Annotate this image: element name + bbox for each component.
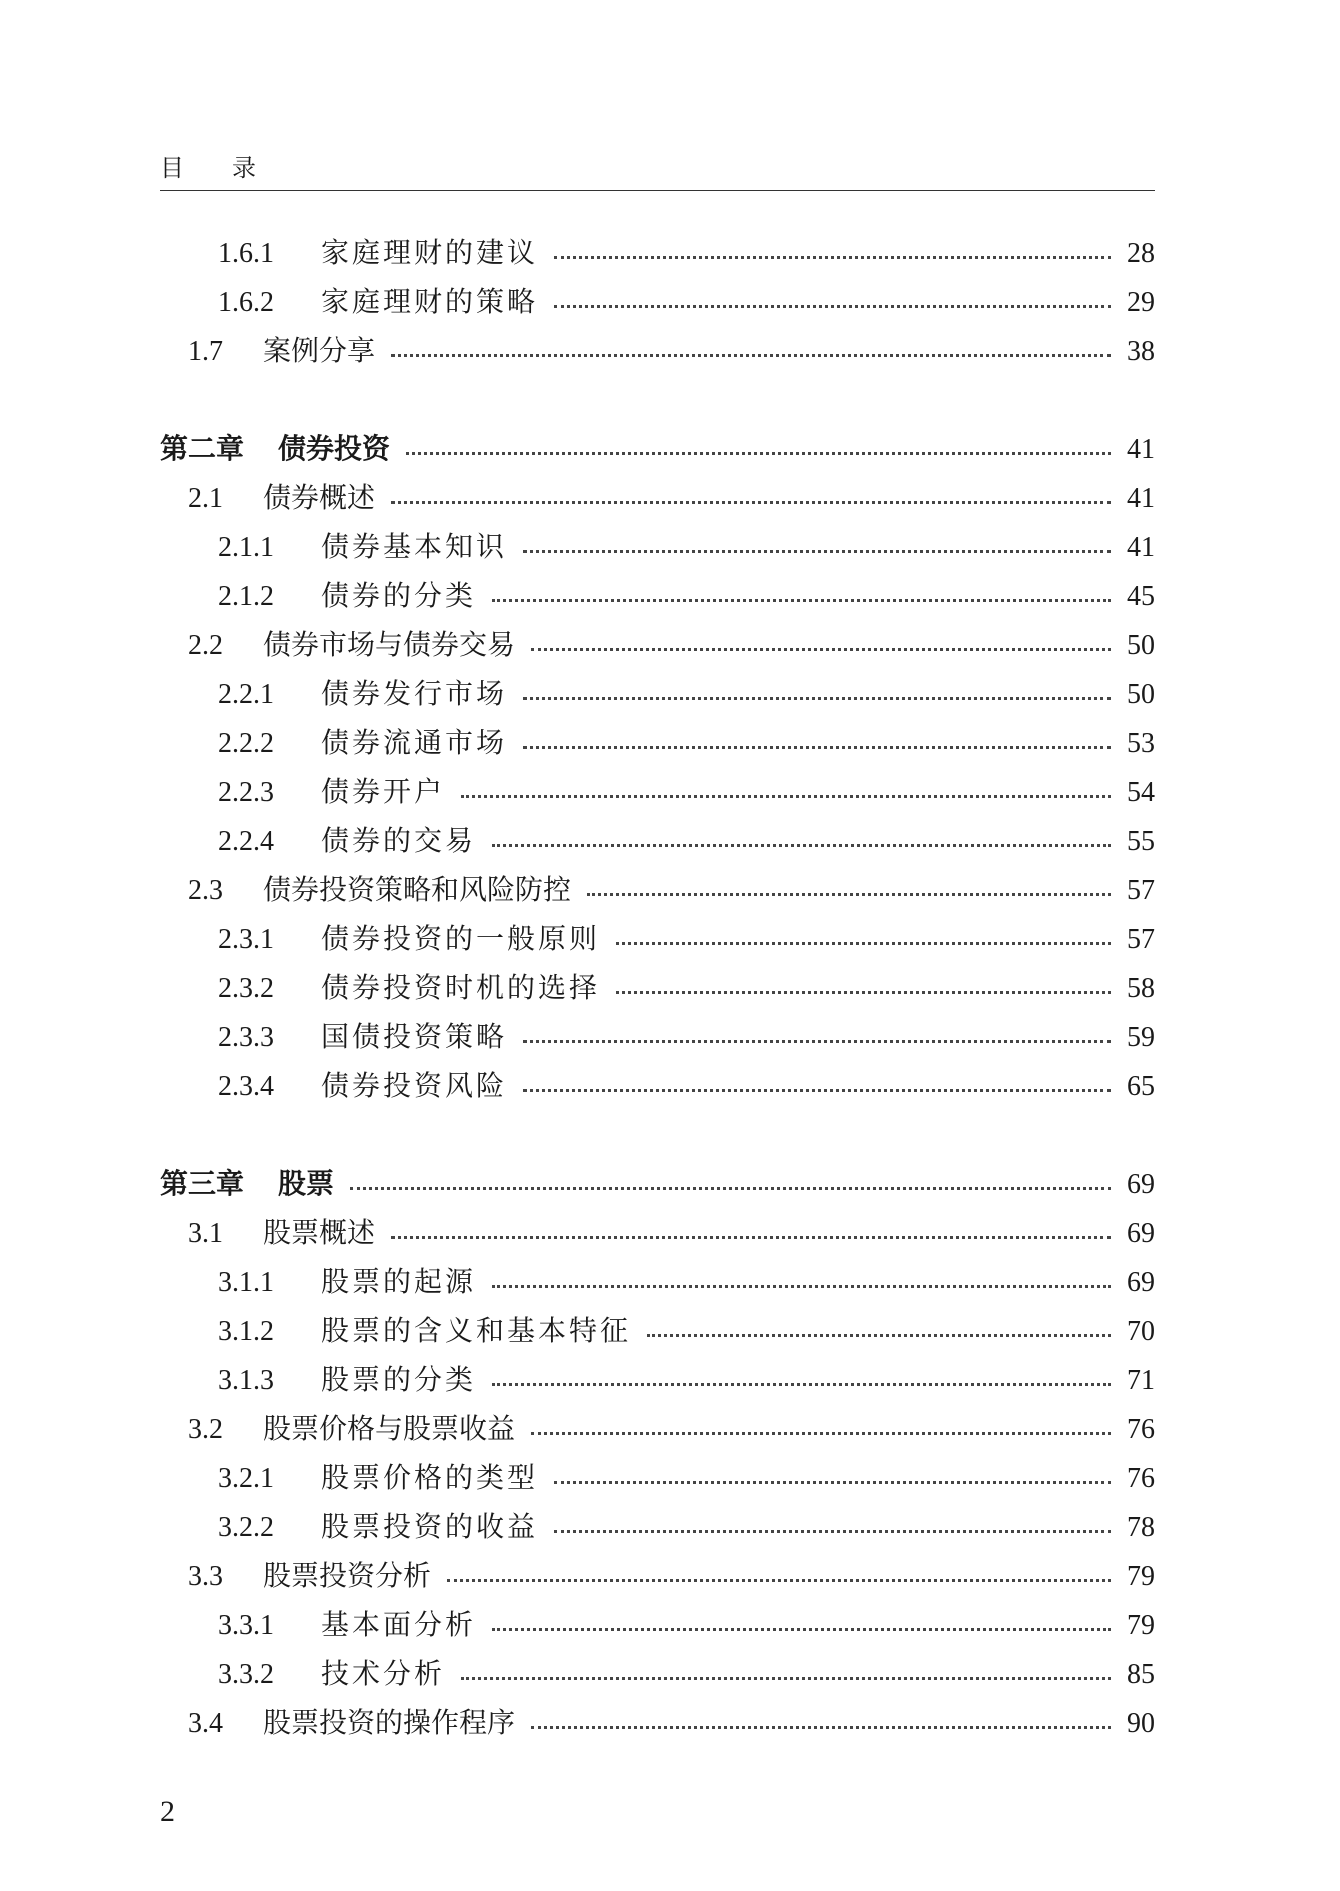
- dot-leader: [492, 844, 1111, 847]
- toc-entry-page: 58: [1127, 973, 1155, 1004]
- toc-entry-page: 76: [1127, 1463, 1155, 1494]
- toc-entry: [160, 1409, 1155, 1449]
- toc-entry-page: 78: [1127, 1512, 1155, 1543]
- toc-entry-number: 3.1.1: [218, 1267, 274, 1298]
- dot-leader: [391, 1236, 1111, 1239]
- toc-entry-title: 股票的分类: [321, 1363, 477, 1396]
- toc-entry: [160, 576, 1155, 616]
- toc-entry-title: 家庭理财的策略: [321, 285, 539, 318]
- toc-entry-page: 70: [1127, 1316, 1155, 1347]
- dot-leader: [554, 305, 1111, 308]
- toc-entry-title: 债券投资策略和风险防控: [263, 873, 572, 906]
- dot-leader: [587, 893, 1111, 896]
- toc-entry-number: 1.6.1: [218, 238, 274, 269]
- toc-entry: [160, 1360, 1155, 1400]
- toc-entry-title: 债券投资的一般原则: [321, 922, 601, 955]
- toc-entry: [160, 1066, 1155, 1106]
- dot-leader: [554, 1481, 1111, 1484]
- dot-leader: [391, 501, 1111, 504]
- toc-entry-title: 股票的含义和基本特征: [321, 1314, 632, 1347]
- toc-entry-number: 3.3.2: [218, 1659, 274, 1690]
- toc-entry-number: 2.3: [188, 875, 223, 906]
- toc-entry-number: 2.1: [188, 483, 223, 514]
- toc-entry: [160, 331, 1155, 371]
- toc-entry: [160, 772, 1155, 812]
- toc-entry-title: 股票投资的操作程序: [263, 1706, 516, 1739]
- dot-leader: [531, 1726, 1111, 1729]
- toc-entry-number: 3.3: [188, 1561, 223, 1592]
- toc-entry-title: 股票的起源: [321, 1265, 477, 1298]
- toc-entry-title: 债券市场与债券交易: [263, 628, 516, 661]
- toc-entry: [160, 625, 1155, 665]
- toc-entry: [160, 1017, 1155, 1057]
- dot-leader: [492, 1383, 1111, 1386]
- toc-entry-number: 3.1.3: [218, 1365, 274, 1396]
- toc-entry-page: 29: [1127, 287, 1155, 318]
- toc-entry-page: 53: [1127, 728, 1155, 759]
- toc-entry-number: 2.2.2: [218, 728, 274, 759]
- toc-entry-page: 79: [1127, 1610, 1155, 1641]
- dot-leader: [523, 1089, 1111, 1092]
- toc-entry: [160, 723, 1155, 763]
- toc-entry-title: 债券流通市场: [321, 726, 508, 759]
- toc-entry-title: 债券概述: [263, 481, 376, 514]
- header-rule: [160, 190, 1155, 191]
- toc-entry-page: 38: [1127, 336, 1155, 367]
- toc-entry-page: 41: [1127, 483, 1155, 514]
- toc-entry-title: 案例分享: [263, 334, 376, 367]
- toc-entry: [160, 1213, 1155, 1253]
- toc-entry: [160, 1262, 1155, 1302]
- toc-entry-page: 69: [1127, 1267, 1155, 1298]
- toc-entry-page: 76: [1127, 1414, 1155, 1445]
- toc-entry-page: 69: [1127, 1218, 1155, 1249]
- running-head-right: 录: [232, 154, 256, 182]
- toc-entry-page: 57: [1127, 924, 1155, 955]
- toc-entry-page: 45: [1127, 581, 1155, 612]
- toc-entry-page: 79: [1127, 1561, 1155, 1592]
- dot-leader: [523, 697, 1111, 700]
- dot-leader: [554, 256, 1111, 259]
- toc-entry-title: 债券的分类: [321, 579, 477, 612]
- toc-entry: [160, 1703, 1155, 1743]
- toc-chapter-entry: [160, 1164, 1155, 1204]
- toc-entry-number: 第三章: [160, 1169, 245, 1200]
- toc-entry-title: 技术分析: [321, 1657, 446, 1690]
- toc-entry-title: 债券开户: [321, 775, 446, 808]
- toc-entry-title: 债券基本知识: [321, 530, 508, 563]
- toc-entry-title: 股票投资的收益: [321, 1510, 539, 1543]
- toc-entry-title: 债券投资: [278, 432, 391, 465]
- toc-entry-title: 股票投资分析: [263, 1559, 432, 1592]
- toc-entry-number: 2.3.1: [218, 924, 274, 955]
- toc-entry-page: 50: [1127, 630, 1155, 661]
- toc-entry-title: 基本面分析: [321, 1608, 477, 1641]
- toc-entry-page: 71: [1127, 1365, 1155, 1396]
- toc-entry-number: 2.1.1: [218, 532, 274, 563]
- page-number: 2: [160, 1795, 175, 1828]
- toc-entry-page: 90: [1127, 1708, 1155, 1739]
- dot-leader: [523, 1040, 1111, 1043]
- toc-entry-number: 1.6.2: [218, 287, 274, 318]
- toc-entry: [160, 870, 1155, 910]
- toc-entry: [160, 674, 1155, 714]
- dot-leader: [461, 1677, 1111, 1680]
- toc-entry-title: 债券投资风险: [321, 1069, 508, 1102]
- toc-entry-number: 2.2.4: [218, 826, 274, 857]
- toc-entry-number: 2.2.3: [218, 777, 274, 808]
- toc-entry-page: 85: [1127, 1659, 1155, 1690]
- toc-entry: [160, 233, 1155, 273]
- toc-entry-page: 55: [1127, 826, 1155, 857]
- toc-entry-title: 股票价格的类型: [321, 1461, 539, 1494]
- dot-leader: [447, 1579, 1111, 1582]
- toc-entry-number: 3.2.2: [218, 1512, 274, 1543]
- toc-entry-number: 3.1.2: [218, 1316, 274, 1347]
- toc-entry-page: 69: [1127, 1169, 1155, 1200]
- toc-entry: [160, 1605, 1155, 1645]
- toc-entry: [160, 478, 1155, 518]
- toc-entry-number: 2.2.1: [218, 679, 274, 710]
- dot-leader: [350, 1187, 1111, 1190]
- toc-entry-page: 50: [1127, 679, 1155, 710]
- dot-leader: [461, 795, 1111, 798]
- toc-entry-title: 国债投资策略: [321, 1020, 508, 1053]
- toc-entry: [160, 1311, 1155, 1351]
- toc-entry-title: 债券的交易: [321, 824, 477, 857]
- dot-leader: [531, 1432, 1111, 1435]
- toc-entry-number: 2.2: [188, 630, 223, 661]
- dot-leader: [616, 942, 1111, 945]
- toc-entry-page: 54: [1127, 777, 1155, 808]
- dot-leader: [492, 599, 1111, 602]
- running-head: [160, 148, 256, 183]
- dot-leader: [492, 1628, 1111, 1631]
- toc-entry-page: 28: [1127, 238, 1155, 269]
- toc-entry-number: 2.3.4: [218, 1071, 274, 1102]
- dot-leader: [406, 452, 1111, 455]
- toc-entry-number: 2.1.2: [218, 581, 274, 612]
- dot-leader: [523, 746, 1111, 749]
- toc-entry-title: 股票概述: [263, 1216, 376, 1249]
- toc-entry: [160, 1507, 1155, 1547]
- toc-entry-page: 57: [1127, 875, 1155, 906]
- toc-entry-number: 2.3.2: [218, 973, 274, 1004]
- toc-entry-title: 股票价格与股票收益: [263, 1412, 516, 1445]
- toc-entry: [160, 919, 1155, 959]
- dot-leader: [554, 1530, 1111, 1533]
- toc-entry: [160, 282, 1155, 322]
- toc-entry-page: 41: [1127, 434, 1155, 465]
- dot-leader: [523, 550, 1111, 553]
- toc-entry: [160, 1458, 1155, 1498]
- dot-leader: [492, 1285, 1111, 1288]
- toc-entry-number: 3.4: [188, 1708, 223, 1739]
- dot-leader: [647, 1334, 1111, 1337]
- toc-entry: [160, 527, 1155, 567]
- running-head-left: 目: [160, 154, 184, 182]
- dot-leader: [531, 648, 1111, 651]
- toc-entry-number: 3.1: [188, 1218, 223, 1249]
- toc-entry-title: 债券投资时机的选择: [321, 971, 601, 1004]
- toc-entry: [160, 1556, 1155, 1596]
- toc-entry: [160, 821, 1155, 861]
- toc-entry-page: 65: [1127, 1071, 1155, 1102]
- dot-leader: [391, 354, 1111, 357]
- dot-leader: [616, 991, 1111, 994]
- toc-entry-number: 第二章: [160, 434, 245, 465]
- toc-entry: [160, 1654, 1155, 1694]
- toc-entry-number: 2.3.3: [218, 1022, 274, 1053]
- toc-entry-number: 3.2.1: [218, 1463, 274, 1494]
- toc-entry: [160, 968, 1155, 1008]
- toc-entry-page: 41: [1127, 532, 1155, 563]
- toc-entry-title: 债券发行市场: [321, 677, 508, 710]
- toc-entry-title: 家庭理财的建议: [321, 236, 539, 269]
- toc-entry-number: 3.3.1: [218, 1610, 274, 1641]
- toc-entry-number: 1.7: [188, 336, 223, 367]
- toc-entry-number: 3.2: [188, 1414, 223, 1445]
- toc-entry-page: 59: [1127, 1022, 1155, 1053]
- toc-chapter-entry: [160, 429, 1155, 469]
- toc-entry-title: 股票: [278, 1167, 335, 1200]
